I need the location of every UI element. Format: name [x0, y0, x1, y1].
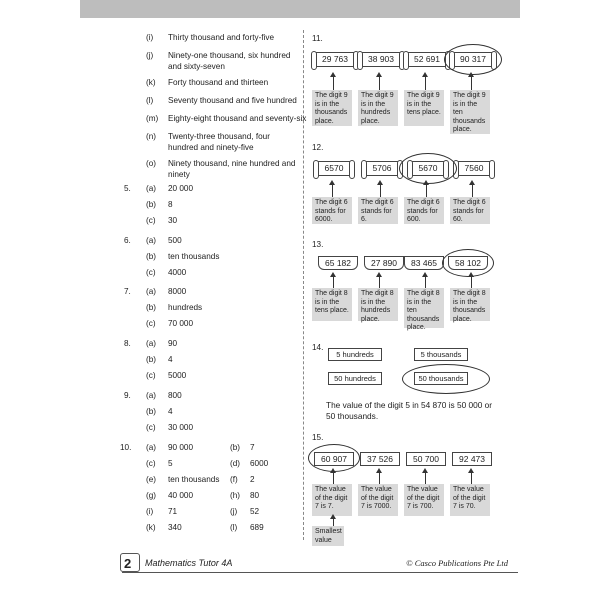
q11-arrow-2: [379, 76, 380, 90]
q6-label-a: (a): [146, 236, 157, 245]
q8-answer-c: 5000: [168, 371, 187, 380]
q15-smallest-note: Smallest value: [312, 526, 344, 546]
q9-label-a: (a): [146, 391, 157, 400]
column-divider: [303, 30, 304, 540]
q15-note-3: The value of the digit 7 is 700.: [404, 484, 444, 516]
q11-scroll-4: 90 317: [452, 52, 494, 67]
q15-number: 15.: [312, 433, 324, 442]
q7-label-b: (b): [146, 303, 157, 312]
q11-arrow-1: [333, 76, 334, 90]
q12-arrow-2: [380, 184, 381, 197]
q12-arrow-3: [426, 184, 427, 197]
q11-note-1: The digit 9 is in the thousands place.: [312, 90, 352, 126]
q10-label-b: (b): [230, 443, 241, 452]
q10-label-j: (j): [230, 507, 238, 516]
q12-flag-1: 6570: [316, 161, 352, 176]
q15-note-4: The value of the digit 7 is 70.: [450, 484, 490, 516]
q4-text-i: Thirty thousand and forty-five: [168, 33, 275, 42]
q10-label-d: (d): [230, 459, 241, 468]
q8-label-a: (a): [146, 339, 157, 348]
q4-text-m: Eighty-eight thousand and seventy-six: [168, 114, 307, 123]
q10-answer-a: 90 000: [168, 443, 194, 452]
q5-answer-b: 8: [168, 200, 173, 209]
q8-label-c: (c): [146, 371, 156, 380]
book-title: Mathematics Tutor 4A: [145, 558, 233, 568]
q14-pencil-1: 5 hundreds: [328, 348, 382, 361]
q10-label-g: (g): [146, 491, 157, 500]
q14-number: 14.: [312, 343, 324, 352]
q5-answer-c: 30: [168, 216, 178, 225]
q11-arrow-3: [425, 76, 426, 90]
q10-label-e: (e): [146, 475, 157, 484]
q14-pencil-3: 50 hundreds: [328, 372, 382, 385]
q12-note-4: The digit 6 stands for 60.: [450, 197, 490, 224]
q6-answer-c: 4000: [168, 268, 187, 277]
q14-answer: The value of the digit 5 in 54 870 is 50 000 or 50 thousands.: [326, 400, 493, 421]
q5-label-b: (b): [146, 200, 157, 209]
q7-answer-a: 8000: [168, 287, 187, 296]
q9-label-c: (c): [146, 423, 156, 432]
q13-note-2: The digit 8 is in the hundreds place.: [358, 288, 398, 321]
q6-number: 6.: [124, 236, 131, 245]
q4-label-i: (i): [146, 33, 154, 42]
q7-answer-b: hundreds: [168, 303, 203, 312]
q6-label-b: (b): [146, 252, 157, 261]
q5-label-c: (c): [146, 216, 156, 225]
q10-label-a: (a): [146, 443, 157, 452]
q13-arrow-2: [379, 276, 380, 288]
header-band: [80, 0, 520, 18]
q15-crown-1: 60 907: [314, 452, 354, 466]
q6-label-c: (c): [146, 268, 156, 277]
q5-label-a: (a): [146, 184, 157, 193]
q9-answer-c: 30 000: [168, 423, 194, 432]
q13-note-4: The digit 8 is in the thousands place.: [450, 288, 490, 321]
q11-scroll-2: 38 903: [360, 52, 402, 67]
q7-label-c: (c): [146, 319, 156, 328]
q14-circle: [402, 364, 490, 394]
q10-answer-j: 52: [250, 507, 260, 516]
q4-label-m: (m): [146, 114, 159, 123]
q4-text-l: Seventy thousand and five hundred: [168, 96, 297, 105]
q15-crown-3: 50 700: [406, 452, 446, 466]
page-number: 2: [124, 556, 132, 571]
q13-number: 13.: [312, 240, 324, 249]
q11-note-2: The digit 9 is in the hundreds place.: [358, 90, 398, 126]
q13-note-1: The digit 8 is in the tens place.: [312, 288, 352, 321]
q10-label-i: (i): [146, 507, 154, 516]
q11-scroll-3: 52 691: [406, 52, 448, 67]
q10-label-k: (k): [146, 523, 156, 532]
q4-text-n: Twenty-three thousand, four hundred and ninety-five: [168, 132, 270, 152]
q11-note-3: The digit 9 is in the tens place.: [404, 90, 444, 126]
q4-text-j: Ninety-one thousand, six hundred and sixty-seven: [168, 51, 291, 71]
q4-label-j: (j): [146, 51, 154, 60]
q13-boat-3: 83 465: [404, 256, 444, 270]
q12-note-2: The digit 6 stands for 6.: [358, 197, 398, 224]
q4-label-n: (n): [146, 132, 157, 141]
q4-label-k: (k): [146, 78, 156, 87]
q10-label-f: (f): [230, 475, 238, 484]
q13-arrow-4: [471, 276, 472, 288]
q10-label-h: (h): [230, 491, 241, 500]
q12-flag-4: 7560: [456, 161, 492, 176]
q14-pencil-4: 50 thousands: [414, 372, 468, 385]
q11-note-4: The digit 9 is in the ten thousands place.: [450, 90, 490, 134]
q9-label-b: (b): [146, 407, 157, 416]
q15-note-2: The value of the digit 7 is 7000.: [358, 484, 398, 516]
q11-circle: [444, 44, 502, 75]
q8-answer-b: 4: [168, 355, 173, 364]
q12-note-3: The digit 6 stands for 600.: [404, 197, 444, 224]
q4-text-o: Ninety thousand, nine hundred and ninety: [168, 159, 296, 179]
q12-note-1: The digit 6 stands for 6000.: [312, 197, 352, 224]
q8-number: 8.: [124, 339, 131, 348]
q6-answer-b: ten thousands: [168, 252, 220, 261]
q13-boat-4: 58 102: [448, 256, 488, 270]
q15-arrow-3: [425, 472, 426, 484]
q15-arrow-2: [379, 472, 380, 484]
q13-arrow-3: [425, 276, 426, 288]
q11-arrow-4: [471, 76, 472, 90]
q12-arrow-1: [332, 184, 333, 197]
q15-note-1: The value of the digit 7 is 7.: [312, 484, 352, 516]
q4-label-l: (l): [146, 96, 154, 105]
q10-label-l: (l): [230, 523, 238, 532]
q10-answer-d: 6000: [250, 459, 269, 468]
q10-answer-h: 80: [250, 491, 260, 500]
q12-flag-3: 5670: [410, 161, 446, 176]
q9-number: 9.: [124, 391, 131, 400]
q4-text-k: Forty thousand and thirteen: [168, 78, 269, 87]
q12-number: 12.: [312, 143, 324, 152]
q5-number: 5.: [124, 184, 131, 193]
q5-answer-a: 20 000: [168, 184, 194, 193]
q10-number: 10.: [120, 443, 132, 452]
q13-arrow-1: [333, 276, 334, 288]
q10-answer-g: 40 000: [168, 491, 194, 500]
q8-answer-a: 90: [168, 339, 178, 348]
q7-answer-c: 70 000: [168, 319, 194, 328]
q4-label-o: (o): [146, 159, 157, 168]
q14-pencil-2: 5 thousands: [414, 348, 468, 361]
q15-crown-4: 92 473: [452, 452, 492, 466]
q12-arrow-4: [472, 184, 473, 197]
q13-boat-2: 27 890: [364, 256, 404, 270]
q11-scroll-1: 29 763: [314, 52, 356, 67]
q15-arrow-4: [471, 472, 472, 484]
q10-answer-l: 689: [250, 523, 264, 532]
q10-answer-k: 340: [168, 523, 182, 532]
q6-answer-a: 500: [168, 236, 182, 245]
q7-label-a: (a): [146, 287, 157, 296]
q15-crown-2: 37 526: [360, 452, 400, 466]
q10-answer-c: 5: [168, 459, 173, 468]
q15-arrow-1: [333, 472, 334, 484]
q10-answer-b: 7: [250, 443, 255, 452]
q8-label-b: (b): [146, 355, 157, 364]
q10-answer-e: ten thousands: [168, 475, 220, 484]
footer-rule: [122, 572, 518, 573]
q11-number: 11.: [312, 34, 323, 43]
q7-number: 7.: [124, 287, 131, 296]
q13-boat-1: 65 182: [318, 256, 358, 270]
q9-answer-b: 4: [168, 407, 173, 416]
copyright: © Casco Publications Pte Ltd: [406, 558, 508, 568]
q10-answer-i: 71: [168, 507, 178, 516]
q15-arrow-extra: [333, 518, 334, 526]
q12-flag-2: 5706: [364, 161, 400, 176]
q9-answer-a: 800: [168, 391, 182, 400]
q10-answer-f: 2: [250, 475, 255, 484]
q13-note-3: The digit 8 is in the ten thousands place.: [404, 288, 444, 328]
q10-label-c: (c): [146, 459, 156, 468]
